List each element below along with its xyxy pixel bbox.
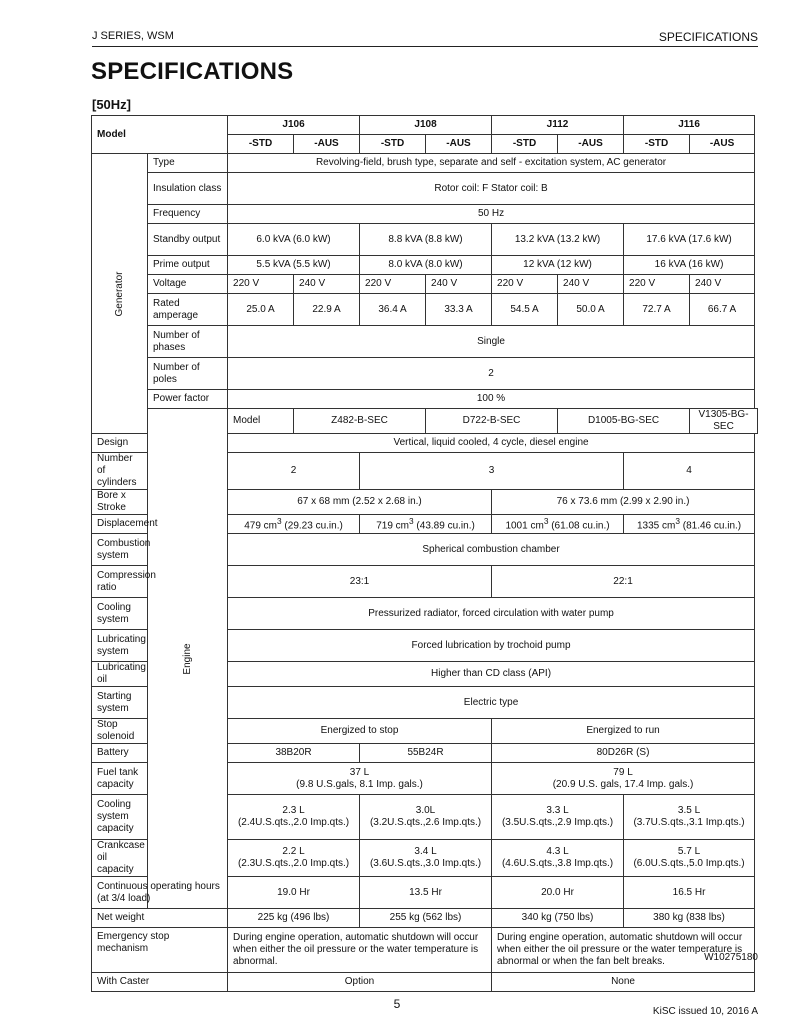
table-row [92, 275, 758, 294]
row-label: Crankcase oil capacity [92, 840, 148, 877]
cell-value: 55B24R [360, 744, 492, 763]
table-row [92, 390, 758, 409]
row-label: With Caster [92, 973, 228, 992]
spec-table [91, 115, 758, 992]
table-row [92, 116, 758, 135]
table-row [92, 973, 758, 992]
table-row [92, 224, 758, 256]
cell-value: 5.5 kVA (5.5 kW) [228, 256, 360, 275]
running-header [92, 28, 758, 47]
cell-value: 240 V [426, 275, 492, 294]
row-label: Insulation class [148, 173, 228, 205]
table-row [92, 928, 758, 973]
cell-value: Revolving-field, brush type, separate and self - excitation system, AC generator [228, 154, 755, 173]
cell-value: 12 kVA (12 kW) [492, 256, 624, 275]
cell-value: 23:1 [228, 566, 492, 598]
cell-value: 54.5 A [492, 294, 558, 326]
cell-value: Pressurized radiator, forced circulation with water pump [228, 598, 755, 630]
cell-value: 220 V [360, 275, 426, 294]
cell-value: 3.3 L (3.5U.S.qts.,2.9 Imp.qts.) [492, 795, 624, 840]
cell-value: 13.2 kVA (13.2 kW) [492, 224, 624, 256]
table-row [92, 205, 758, 224]
variant-aus: -AUS [294, 135, 360, 154]
cell-value: 66.7 A [690, 294, 755, 326]
cell-value: 25.0 A [228, 294, 294, 326]
cell-value: 76 x 73.6 mm (2.99 x 2.90 in.) [492, 490, 755, 515]
cell-value: 479 $cm^3$ (29.23 cu.in.) [228, 515, 360, 534]
frequency-heading: [50Hz] [92, 97, 132, 112]
cell-value: Z482-B-SEC [294, 409, 426, 434]
cell-value: 5.7 L (6.0U.S.qts.,5.0 Imp.qts.) [624, 840, 755, 877]
header-section: SPECIFICATIONS [658, 30, 758, 44]
row-label: Power factor [148, 390, 228, 409]
row-label: Number of phases [148, 326, 228, 358]
model-j106: J106 [228, 116, 360, 135]
row-label: Emergency stop mechanism [92, 928, 228, 973]
cell-value: Higher than CD class (API) [228, 662, 755, 687]
cell-value: 8.0 kVA (8.0 kW) [360, 256, 492, 275]
cell-value: 380 kg (838 lbs) [624, 909, 755, 928]
cell-value: Rotor coil: F Stator coil: B [228, 173, 755, 205]
cell-value: 22.9 A [294, 294, 360, 326]
cell-value: 1335 $cm^3$ (81.46 cu.in.) [624, 515, 755, 534]
cell-value: 79 L (20.9 U.S. gals, 17.4 Imp. gals.) [492, 763, 755, 795]
variant-aus: -AUS [426, 135, 492, 154]
row-label: Fuel tank capacity [92, 763, 148, 795]
cell-value: 220 V [492, 275, 558, 294]
row-label: Model [228, 409, 294, 434]
cell-value: 220 V [228, 275, 294, 294]
model-j112: J112 [492, 116, 624, 135]
cell-value: V1305-BG-SEC [690, 409, 758, 434]
row-label: Compression ratio [92, 566, 148, 598]
cell-value: 2 [228, 453, 360, 490]
cell-value: 13.5 Hr [360, 877, 492, 909]
row-label: Bore x Stroke [92, 490, 148, 515]
cell-value: Energized to run [492, 719, 755, 744]
cell-value: 20.0 Hr [492, 877, 624, 909]
cell-value: 2.3 L (2.4U.S.qts.,2.0 Imp.qts.) [228, 795, 360, 840]
variant-aus: -AUS [690, 135, 755, 154]
row-label: Displacement [92, 515, 148, 534]
cell-value: 240 V [294, 275, 360, 294]
row-label: Design [92, 434, 148, 453]
table-row [92, 326, 758, 358]
header-series: J SERIES, WSM [92, 30, 174, 42]
cell-value: 719 $cm^3$ (43.89 cu.in.) [360, 515, 492, 534]
cell-value: 37 L (9.8 U.S.gals, 8.1 Imp. gals.) [228, 763, 492, 795]
table-row [92, 173, 758, 205]
cell-value: 225 kg (496 lbs) [228, 909, 360, 928]
cell-value: 50 Hz [228, 205, 755, 224]
cell-value: 240 V [558, 275, 624, 294]
row-label: Cooling system capacity [92, 795, 148, 840]
cell-value: 2 [228, 358, 755, 390]
table-row [92, 294, 758, 326]
cell-value: 6.0 kVA (6.0 kW) [228, 224, 360, 256]
engine-group-label: Engine [148, 409, 228, 909]
cell-value: During engine operation, automatic shutdown will occur when either the oil pressure or the water temperature is abnormal. [228, 928, 492, 973]
row-label: Battery [92, 744, 148, 763]
model-label: Model [92, 116, 228, 154]
variant-std: -STD [360, 135, 426, 154]
cell-value: 33.3 A [426, 294, 492, 326]
row-label: Number of poles [148, 358, 228, 390]
cell-value: 340 kg (750 lbs) [492, 909, 624, 928]
cell-value: 4.3 L (4.6U.S.qts.,3.8 Imp.qts.) [492, 840, 624, 877]
variant-std: -STD [228, 135, 294, 154]
cell-value: D722-B-SEC [426, 409, 558, 434]
cell-value: Energized to stop [228, 719, 492, 744]
cell-value: 3.5 L (3.7U.S.qts.,3.1 Imp.qts.) [624, 795, 755, 840]
row-label: Type [148, 154, 228, 173]
row-label: Continuous operating hours (at 3/4 load) [92, 877, 228, 909]
row-label: Cooling system [92, 598, 148, 630]
table-row [92, 409, 758, 434]
table-row [92, 909, 758, 928]
model-j108: J108 [360, 116, 492, 135]
cell-value: 8.8 kVA (8.8 kW) [360, 224, 492, 256]
cell-value: 72.7 A [624, 294, 690, 326]
cell-value: None [492, 973, 755, 992]
row-label: Lubricating oil [92, 662, 148, 687]
cell-value: Forced lubrication by trochoid pump [228, 630, 755, 662]
cell-value: Spherical combustion chamber [228, 534, 755, 566]
row-label: Lubricating system [92, 630, 148, 662]
variant-std: -STD [492, 135, 558, 154]
row-label: Stop solenoid [92, 719, 148, 744]
table-row [92, 358, 758, 390]
cell-value: 16 kVA (16 kW) [624, 256, 755, 275]
cell-value: 2.2 L (2.3U.S.qts.,2.0 Imp.qts.) [228, 840, 360, 877]
cell-value: 3.4 L (3.6U.S.qts.,3.0 Imp.qts.) [360, 840, 492, 877]
generator-group-label: Generator [92, 154, 148, 434]
cell-value: D1005-BG-SEC [558, 409, 690, 434]
row-label: Net weight [92, 909, 228, 928]
cell-value: 3.0L (3.2U.S.qts.,2.6 Imp.qts.) [360, 795, 492, 840]
cell-value: 255 kg (562 lbs) [360, 909, 492, 928]
cell-value: 22:1 [492, 566, 755, 598]
row-label: Number of cylinders [92, 453, 148, 490]
row-label: Prime output [148, 256, 228, 275]
row-label: Voltage [148, 275, 228, 294]
cell-value: 80D26R (S) [492, 744, 755, 763]
variant-std: -STD [624, 135, 690, 154]
row-label: Frequency [148, 205, 228, 224]
cell-value: 50.0 A [558, 294, 624, 326]
table-row [92, 256, 758, 275]
row-label: Combustion system [92, 534, 148, 566]
cell-value: 3 [360, 453, 624, 490]
cell-value: 16.5 Hr [624, 877, 755, 909]
page-number: 5 [393, 997, 401, 1011]
cell-value: Option [228, 973, 492, 992]
cell-value: 19.0 Hr [228, 877, 360, 909]
cell-value: 17.6 kVA (17.6 kW) [624, 224, 755, 256]
cell-value: 220 V [624, 275, 690, 294]
cell-value: 4 [624, 453, 755, 490]
model-j116: J116 [624, 116, 755, 135]
issue-note: KiSC issued 10, 2016 A [652, 1006, 758, 1017]
cell-value: 240 V [690, 275, 755, 294]
cell-value: 67 x 68 mm (2.52 x 2.68 in.) [228, 490, 492, 515]
cell-value: 1001 $cm^3$ (61.08 cu.in.) [492, 515, 624, 534]
cell-value: 38B20R [228, 744, 360, 763]
cell-value: Vertical, liquid cooled, 4 cycle, diesel engine [228, 434, 755, 453]
row-label: Starting system [92, 687, 148, 719]
table-row [92, 154, 758, 173]
cell-value: Single [228, 326, 755, 358]
cell-value: 36.4 A [360, 294, 426, 326]
document-number: W10275180 [704, 952, 758, 963]
variant-aus: -AUS [558, 135, 624, 154]
row-label: Rated amperage [148, 294, 228, 326]
cell-value: During engine operation, automatic shutdown will occur when either the oil pressure or the water temperature is abnormal or when the fan belt breaks. [492, 928, 755, 973]
page-title: SPECIFICATIONS [91, 58, 294, 85]
row-label: Standby output [148, 224, 228, 256]
cell-value: 100 % [228, 390, 755, 409]
cell-value: Electric type [228, 687, 755, 719]
